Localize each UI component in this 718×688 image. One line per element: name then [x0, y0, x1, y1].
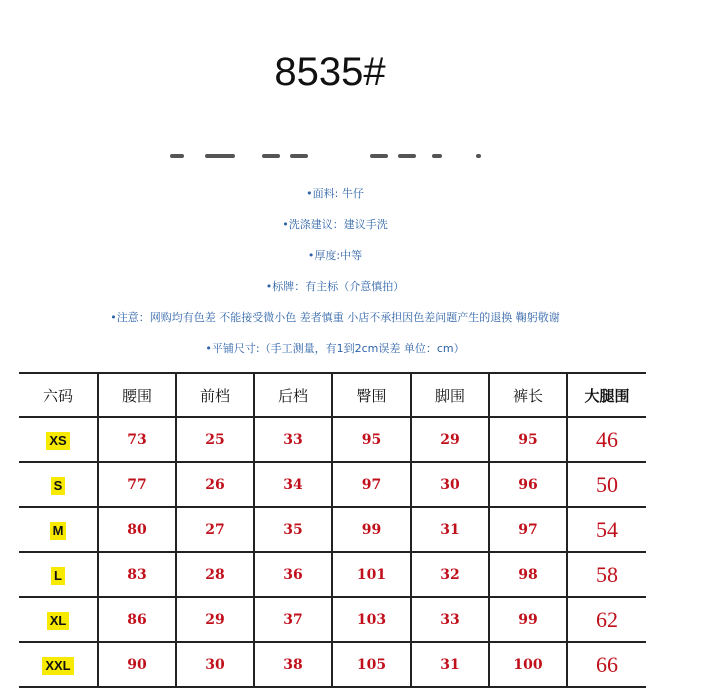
header-thigh: 大腿围 — [567, 373, 646, 417]
thigh-cell: 66 — [567, 642, 646, 687]
header-size: 六码 — [19, 373, 98, 417]
front-rise-cell: 25 — [176, 417, 254, 462]
size-chart-table — [19, 372, 646, 688]
hip-cell: 101 — [332, 552, 411, 597]
back-rise-cell: 38 — [254, 642, 332, 687]
size-cell — [19, 642, 98, 687]
leg-opening-cell: 31 — [411, 507, 489, 552]
header-back-rise: 后档 — [254, 373, 332, 417]
front-rise-cell: 26 — [176, 462, 254, 507]
dash — [370, 154, 388, 158]
leg-opening-cell: 31 — [411, 642, 489, 687]
dash — [205, 154, 235, 158]
back-rise-cell: 37 — [254, 597, 332, 642]
dash — [432, 154, 442, 158]
size-cell — [19, 597, 98, 642]
thigh-cell: 46 — [567, 417, 646, 462]
length-cell: 99 — [489, 597, 567, 642]
waist-cell: 86 — [98, 597, 176, 642]
dash — [170, 154, 184, 158]
length-cell: 96 — [489, 462, 567, 507]
table-row — [19, 462, 646, 507]
decorative-dash-row — [170, 150, 490, 162]
header-front-rise: 前档 — [176, 373, 254, 417]
header-waist: 腰围 — [98, 373, 176, 417]
length-cell: 97 — [489, 507, 567, 552]
thigh-cell: 58 — [567, 552, 646, 597]
header-hip: 臀围 — [332, 373, 411, 417]
hip-cell: 105 — [332, 642, 411, 687]
waist-cell: 80 — [98, 507, 176, 552]
table-row — [19, 642, 646, 687]
table-row — [19, 552, 646, 597]
hip-cell: 97 — [332, 462, 411, 507]
waist-cell: 77 — [98, 462, 176, 507]
hip-cell: 103 — [332, 597, 411, 642]
front-rise-cell: 27 — [176, 507, 254, 552]
hip-cell: 99 — [332, 507, 411, 552]
table-header-row — [19, 373, 646, 417]
back-rise-cell: 35 — [254, 507, 332, 552]
waist-cell: 83 — [98, 552, 176, 597]
size-cell — [19, 417, 98, 462]
size-label: XL — [47, 612, 70, 630]
table-row — [19, 597, 646, 642]
back-rise-cell: 36 — [254, 552, 332, 597]
waist-cell: 90 — [98, 642, 176, 687]
thigh-cell: 54 — [567, 507, 646, 552]
leg-opening-cell: 29 — [411, 417, 489, 462]
back-rise-cell: 34 — [254, 462, 332, 507]
fabric-info: •面料: 牛仔 — [306, 187, 364, 200]
table-row — [19, 417, 646, 462]
size-label: XXL — [42, 657, 73, 675]
length-cell: 100 — [489, 642, 567, 687]
dash — [398, 154, 416, 158]
dash — [476, 154, 481, 158]
length-cell: 98 — [489, 552, 567, 597]
front-rise-cell: 30 — [176, 642, 254, 687]
size-cell — [19, 507, 98, 552]
leg-opening-cell: 33 — [411, 597, 489, 642]
waist-cell: 73 — [98, 417, 176, 462]
thickness-info: •厚度:中等 — [307, 249, 363, 262]
header-leg-opening: 脚围 — [411, 373, 489, 417]
table-row — [19, 507, 646, 552]
header-length: 裤长 — [489, 373, 567, 417]
label-info: •标牌：有主标（介意慎拍） — [265, 280, 405, 293]
size-label: L — [51, 567, 65, 585]
front-rise-cell: 29 — [176, 597, 254, 642]
thigh-cell: 50 — [567, 462, 646, 507]
size-label: M — [50, 522, 67, 540]
measurement-info: •平铺尺寸:（手工测量，有1到2cm误差 单位：cm） — [205, 342, 465, 355]
back-rise-cell: 33 — [254, 417, 332, 462]
color-notice: •注意：网购均有色差 不能接受微小色 差者慎重 小店不承担因色差问题产生的退换 鞠躬敬谢 — [110, 311, 560, 324]
product-code-title: 8535# — [274, 50, 386, 94]
hip-cell: 95 — [332, 417, 411, 462]
size-cell — [19, 462, 98, 507]
thigh-cell: 62 — [567, 597, 646, 642]
dash — [262, 154, 280, 158]
size-label: XS — [46, 432, 69, 450]
leg-opening-cell: 32 — [411, 552, 489, 597]
size-cell — [19, 552, 98, 597]
dash — [290, 154, 308, 158]
leg-opening-cell: 30 — [411, 462, 489, 507]
size-label: S — [51, 477, 66, 495]
length-cell: 95 — [489, 417, 567, 462]
washing-info: •洗涤建议：建议手洗 — [282, 218, 388, 231]
front-rise-cell: 28 — [176, 552, 254, 597]
